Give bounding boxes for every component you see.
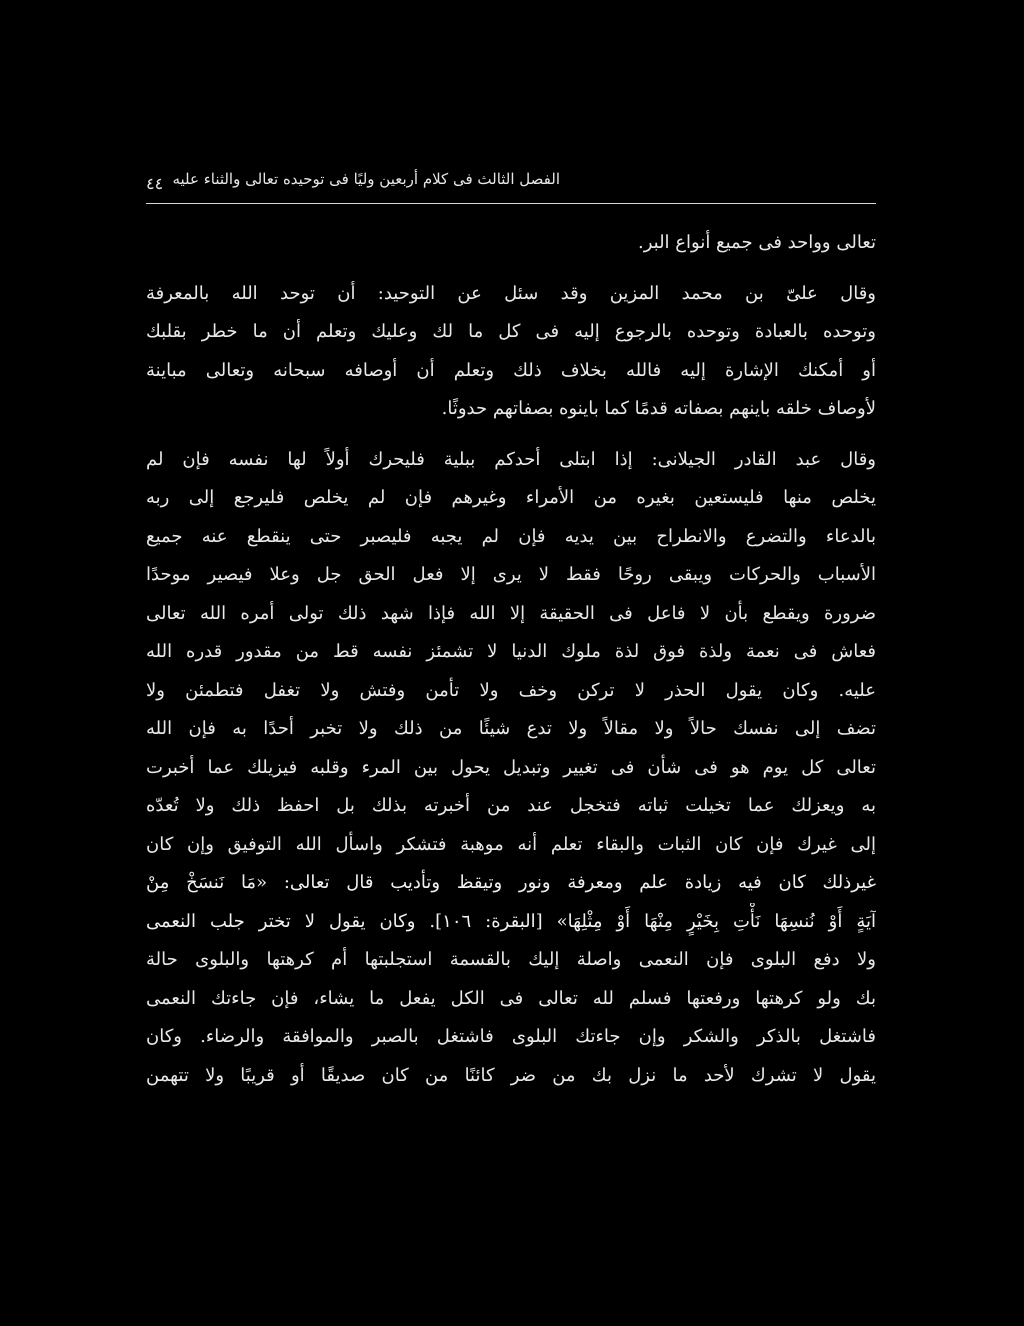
running-header bbox=[146, 168, 876, 198]
text-line: يخلص منها فليستعين بغيره من الأمراء وغيرهم فإن لم يخلص فليرجع إلى ربه bbox=[146, 487, 876, 508]
text-line: آيَةٍ أَوْ نُنسِهَا نَأْتِ بِخَيْرٍ مِنْهَا أَوْ مِثْلِهَا» [البقرة: ١٠٦]. وكان يقول لا تختر جلب النعمى bbox=[146, 910, 876, 932]
text-line: إلى غيرك فإن كان الثبات والبقاء تعلم أنه موهبة فتشكر واسأل الله التوفيق وإن كان bbox=[146, 833, 876, 855]
paragraph-gap bbox=[146, 429, 876, 441]
body-text bbox=[146, 224, 876, 1274]
text-line: تعالى كل يوم هو فى شأن فى تغيير وتبديل يحول بين المرء وقلبه فيزيلك عما أخبرت bbox=[146, 756, 876, 778]
text-line: الأسباب والحركات ويبقى روحًا فقط لا يرى إلا فعل الحق جل وعلا فيصير موحدًا bbox=[146, 564, 876, 585]
text-line: وقال عبد القادر الجيلانى: إذا ابتلى أحدكم ببلية فليحرك أولاً لها نفسه فإن لم bbox=[146, 448, 876, 470]
text-line: به ويعزلك عما تخيلت ثباته فتخجل عند من أخبرته بذلك بل احفظ ذلك ولا تُعدّه bbox=[146, 795, 876, 816]
paragraph-gap bbox=[146, 263, 876, 275]
text-line: أو أمكنك الإشارة إليه فالله بخلاف ذلك وتعلم أن أوصافه سبحانه وتعالى مباينة bbox=[146, 359, 876, 381]
text-line: فعاش فى نعمة ولذة فوق لذة ملوك الدنيا لا تشمئز نفسه قط من مقدور قدره الله bbox=[146, 641, 876, 662]
text-line: فاشتغل بالذكر والشكر وإن جاءتك البلوى فاشتغل بالصبر والموافقة والرضاء. وكان bbox=[146, 1026, 876, 1047]
text-line: وتوحده بالعبادة وتوحده بالرجوع إليه فى كل ما لك وعليك وتعلم أن ما خطر بقلبك bbox=[146, 321, 876, 342]
page-number: ٤٤ bbox=[146, 174, 164, 193]
text-line: بك ولو كرهتها ورفعتها فسلم لله تعالى فى الكل يفعل ما يشاء، فإن جاءتك النعمى bbox=[146, 987, 876, 1009]
text-line: وقال علىّ بن محمد المزين وقد سئل عن التوحيد: أن توحد الله بالمعرفة bbox=[146, 282, 876, 304]
text-line: عليه. وكان يقول الحذر لا تركن وخف ولا تأمن وفتش ولا تغفل فتطمئن ولا bbox=[146, 679, 876, 701]
text-line: تعالى وواحد فى جميع أنواع البر. bbox=[637, 232, 876, 253]
text-line: لأوصاف خلقه باينهم بصفاته قدمًا كما باينوه بصفاتهم حدوثًا. bbox=[441, 398, 876, 419]
header-divider bbox=[146, 203, 876, 204]
text-line: بالدعاء والتضرع والانطراح بين يديه فإن لم يجبه فليصبر حتى ينقطع عنه جميع bbox=[146, 525, 876, 547]
text-line: ولا دفع البلوى فإن النعمى واصلة إليك بالقسمة استجلبتها أم كرهتها والبلوى حالة bbox=[146, 949, 876, 970]
header-title: الفصل الثالث فى كلام أربعين وليًا فى توحيده تعالى والثناء عليه bbox=[172, 170, 560, 188]
text-line: ضرورة ويقطع بأن لا فاعل فى الحقيقة إلا الله فإذا شهد ذلك تولى أمره الله تعالى bbox=[146, 602, 876, 624]
text-line: تضف إلى نفسك حالاً ولا مقالاً ولا تدع شيئًا من ذلك ولا تخبر أحدًا به فإن الله bbox=[146, 718, 876, 739]
text-line: يقول لا تشرك لأحد ما نزل بك من ضر كائنًا من كان صديقًا أو قريبًا ولا تتهمن bbox=[146, 1064, 876, 1086]
text-line: غيرذلك كان فيه زيادة علم ومعرفة ونور وتيقظ وتأديب قال تعالى: «مَا نَنسَخْ مِنْ bbox=[146, 872, 876, 893]
